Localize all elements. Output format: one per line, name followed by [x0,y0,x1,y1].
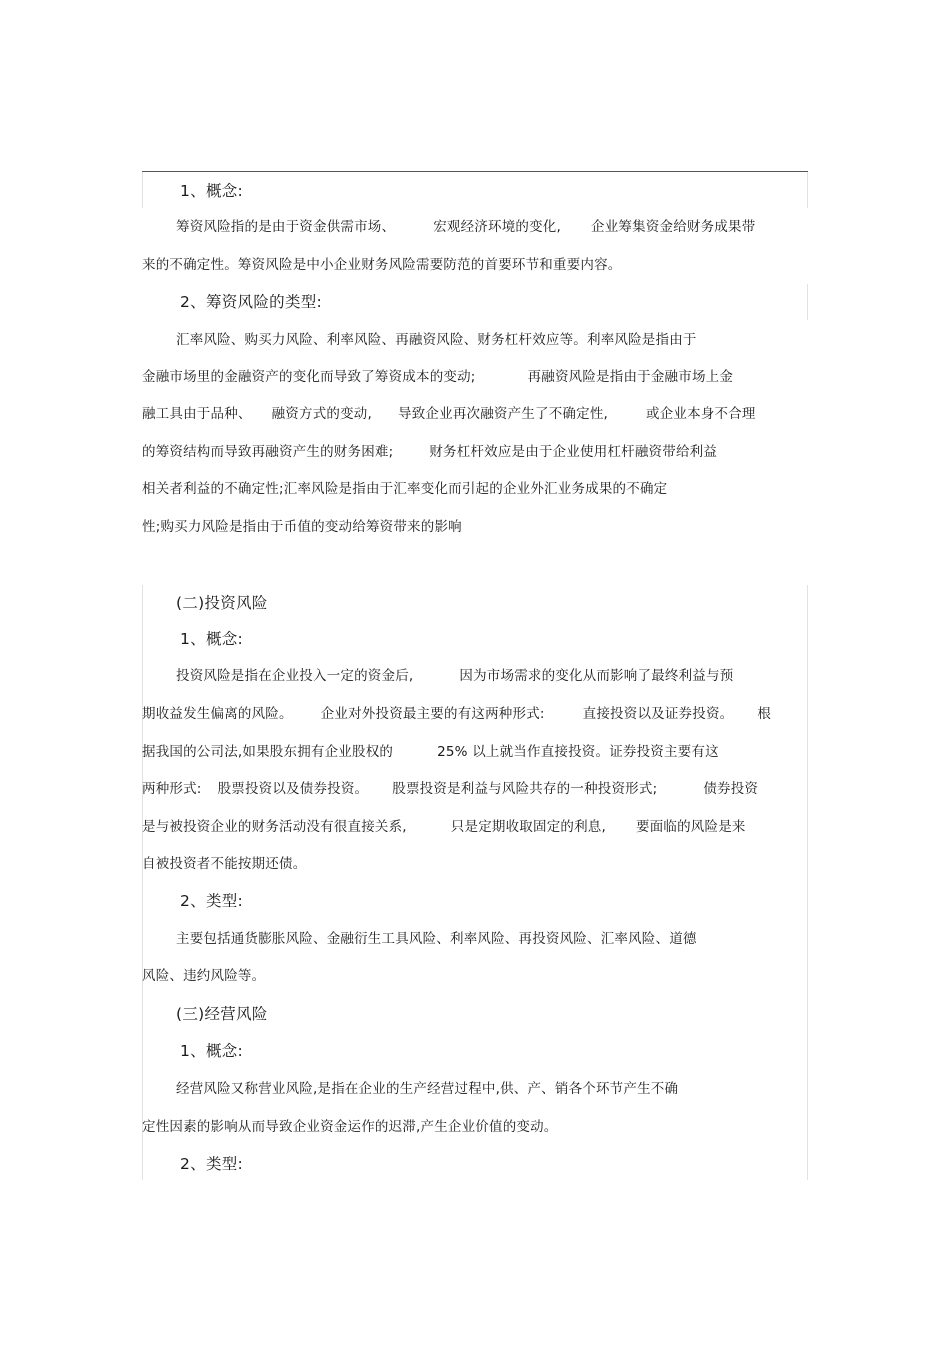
paragraph-line: 自被投资者不能按期还债。 [142,856,307,872]
paragraph-line: 风险、违约风险等。 [142,968,266,984]
paragraph-line: 来的不确定性。筹资风险是中小企业财务风险需要防范的首要环节和重要内容。 [142,257,622,273]
investment-section-title: (二)投资风险 [176,594,268,612]
paragraph-line: 据我国的公司法,如果股东拥有企业股权的 25% 以上就当作直接投资。证券投资主要有这 [142,744,719,760]
operating-section-title: (三)经营风险 [176,1005,268,1023]
paragraph-line: 两种形式: 股票投资以及债券投资。 股票投资是利益与风险共存的一种投资形式; 债券投资 [142,781,759,797]
paragraph-line: 期收益发生偏离的风险。 企业对外投资最主要的有这两种形式: 直接投资以及证券投资。 根 [142,706,772,722]
left-border-line [142,172,143,208]
paragraph-line: 主要包括通货膨胀风险、金融衍生工具风险、利率风险、再投资风险、汇率风险、道德 [176,931,697,947]
paragraph-line: 筹资风险指的是由于资金供需市场、 宏观经济环境的变化, 企业筹集资金给财务成果带 [176,219,756,235]
financing-concept-heading: 1、概念: [180,182,244,200]
paragraph-line: 经营风险又称营业风险,是指在企业的生产经营过程中,供、产、销各个环节产生不确 [176,1081,679,1097]
operating-concept-heading: 1、概念: [180,1042,244,1060]
right-border-line [807,172,808,208]
paragraph-line: 融工具由于品种、 融资方式的变动, 导致企业再次融资产生了不确定性, 或企业本身不合理 [142,406,756,422]
paragraph-line: 相关者利益的不确定性;汇率风险是指由于汇率变化而引起的企业外汇业务成果的不确定 [142,481,668,497]
left-border-line [142,585,143,1180]
paragraph-line: 金融市场里的金融资产的变化而导致了筹资成本的变动; 再融资风险是指由于金融市场上金 [142,369,734,385]
operating-types-heading: 2、类型: [180,1155,244,1173]
top-rule [142,171,808,172]
paragraph-line: 投资风险是指在企业投入一定的资金后, 因为市场需求的变化从而影响了最终利益与预 [176,668,734,684]
paragraph-line: 汇率风险、购买力风险、利率风险、再融资风险、财务杠杆效应等。利率风险是指由于 [176,332,697,348]
investment-concept-heading: 1、概念: [180,630,244,648]
financing-types-heading: 2、筹资风险的类型: [180,293,323,311]
paragraph-line: 的筹资结构而导致再融资产生的财务困难; 财务杠杆效应是由于企业使用杠杆融资带给利益 [142,444,718,460]
paragraph-line: 定性因素的影响从而导致企业资金运作的迟滞,产生企业价值的变动。 [142,1119,558,1135]
paragraph-line: 性;购买力风险是指由于币值的变动给筹资带来的影响 [142,519,462,535]
paragraph-line: 是与被投资企业的财务活动没有很直接关系, 只是定期收取固定的利息, 要面临的风险是来 [142,819,746,835]
right-border-line [807,585,808,1180]
right-border-line [807,284,808,320]
investment-types-heading: 2、类型: [180,892,244,910]
